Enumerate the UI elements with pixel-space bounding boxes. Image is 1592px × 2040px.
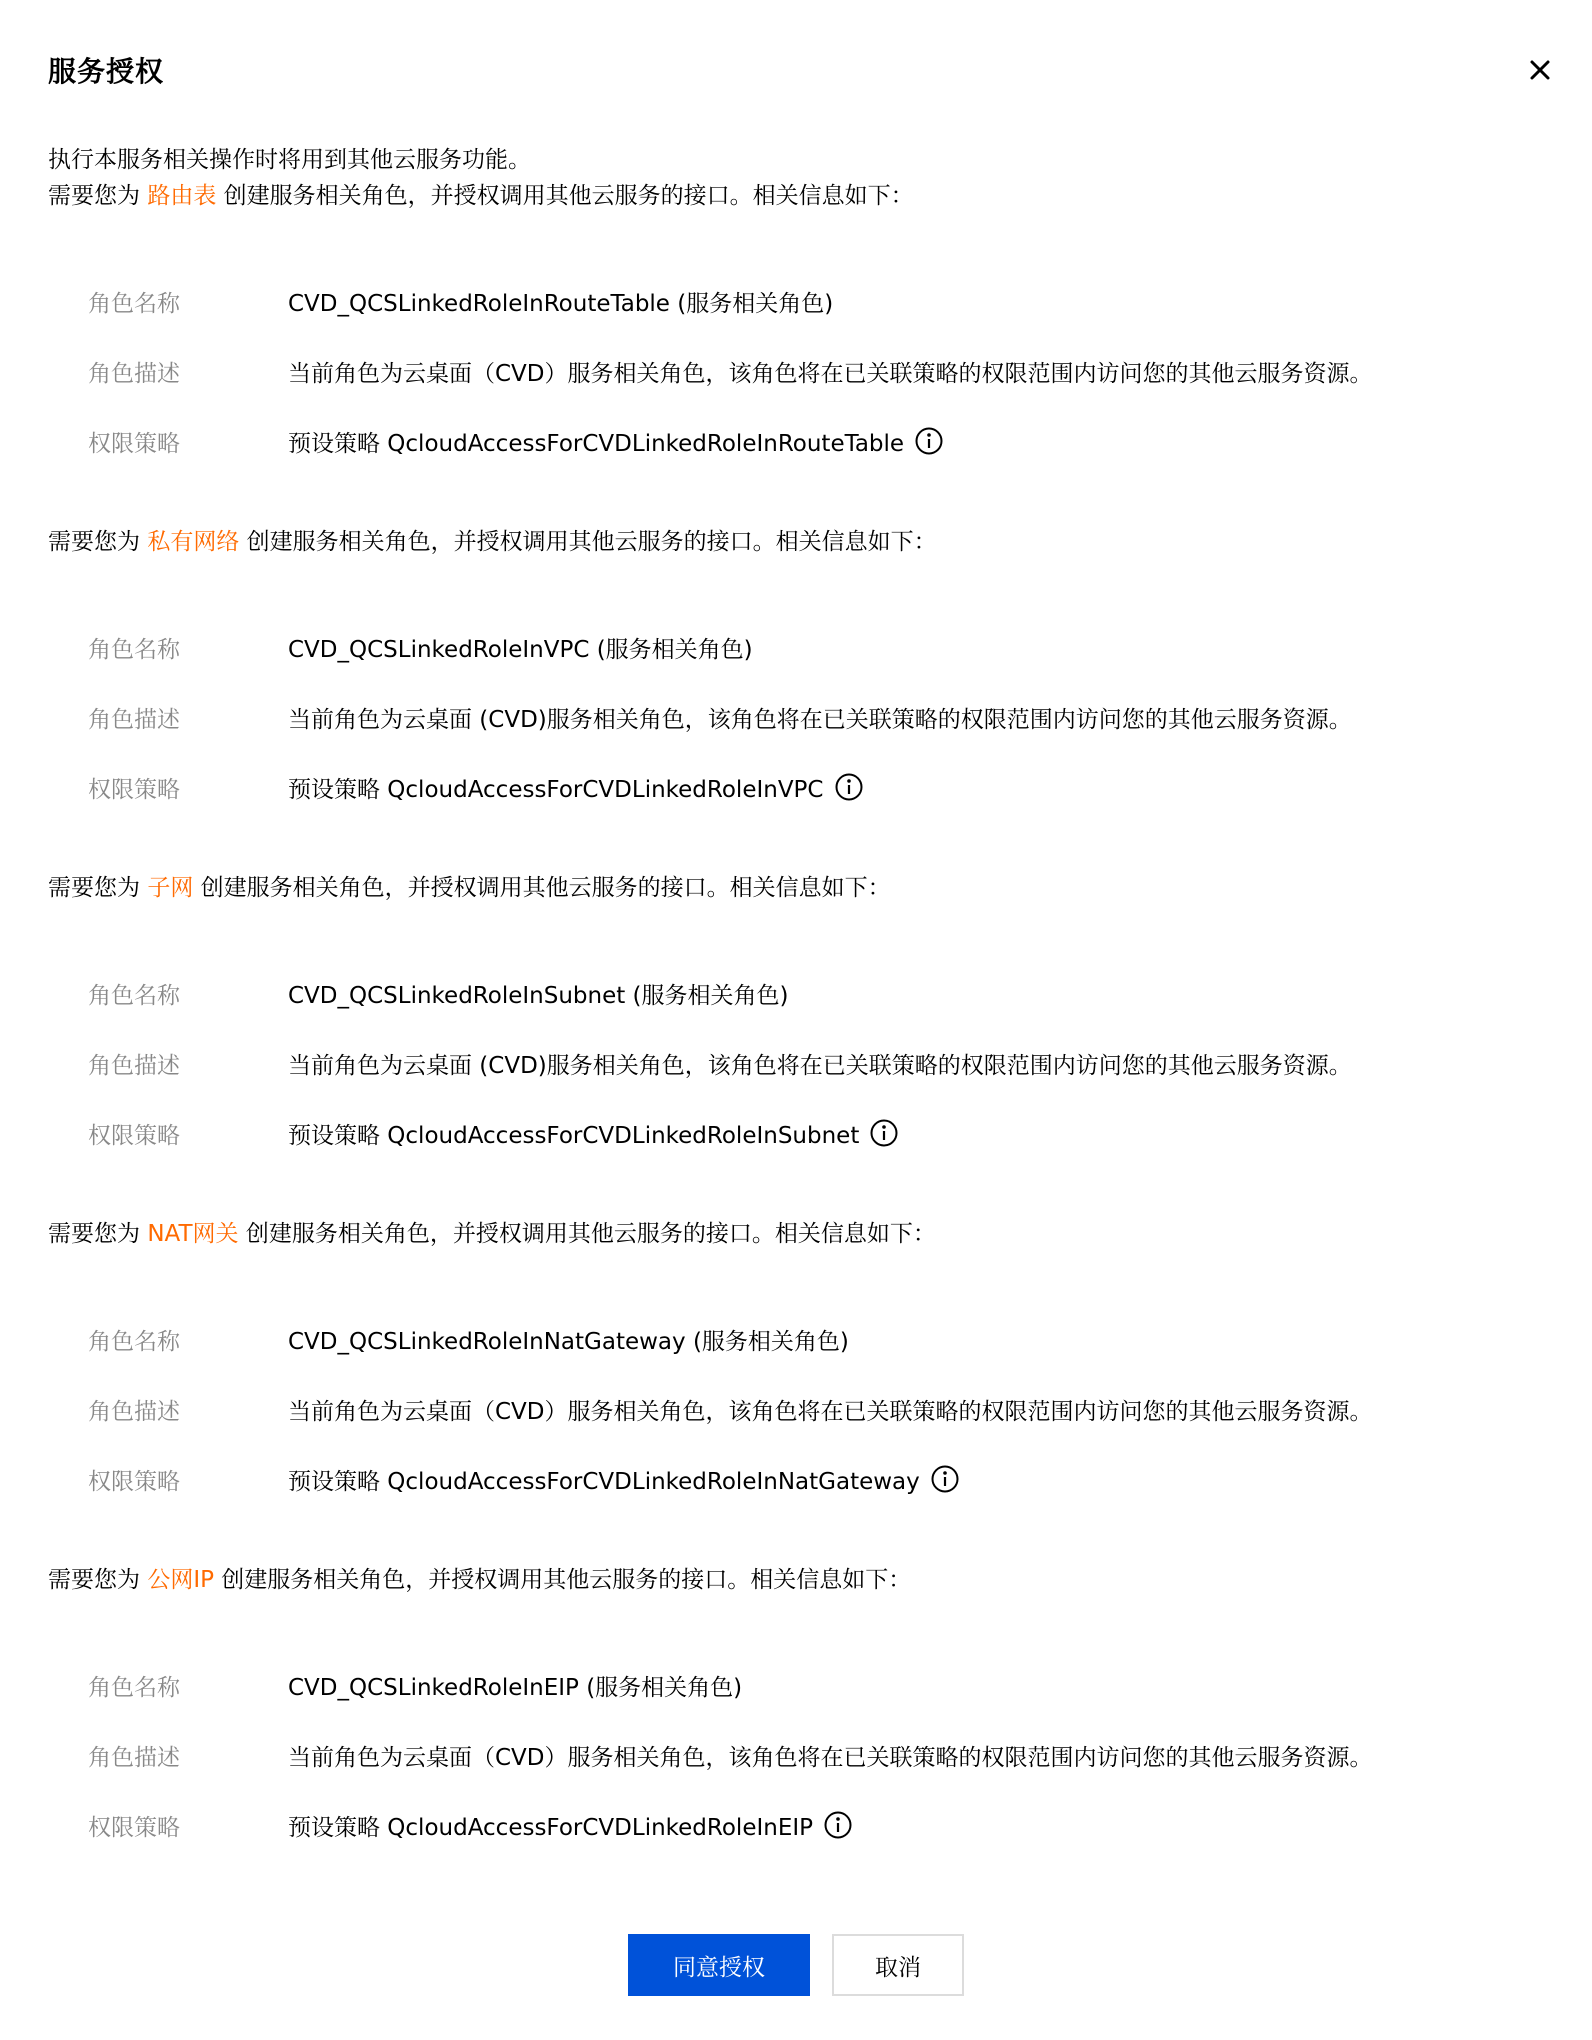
policy-row [88, 1790, 1528, 1860]
policy-row [88, 1098, 1528, 1168]
role-name-value: CVD_QCSLinkedRoleInRouteTable (服务相关角色) [288, 290, 834, 317]
need-line: 需要您为 NAT网关 创建服务相关角色，并授权调用其他云服务的接口。相关信息如下： [48, 1221, 936, 1247]
close-button[interactable] [1524, 54, 1556, 86]
role-name-label: 角色名称 [88, 636, 180, 663]
policy-text: 预设策略 QcloudAccessForCVDLinkedRoleInRouteTable [288, 430, 905, 457]
role-desc-label: 角色描述 [88, 360, 180, 387]
dialog-footer [0, 1934, 1592, 1996]
info-circle-icon[interactable] [823, 1810, 853, 1840]
policy-label: 权限策略 [88, 776, 180, 803]
role-desc-label: 角色描述 [88, 1398, 180, 1425]
role-desc-value: 当前角色为云桌面（CVD）服务相关角色，该角色将在已关联策略的权限范围内访问您的其他云服务资源。 [288, 360, 1373, 387]
section-vpc [48, 524, 1528, 822]
need-line: 需要您为 子网 创建服务相关角色，并授权调用其他云服务的接口。相关信息如下： [48, 875, 891, 901]
policy-text: 预设策略 QcloudAccessForCVDLinkedRoleInEIP [288, 1814, 814, 1841]
role-desc-label: 角色描述 [88, 706, 180, 733]
role-name-row [88, 1650, 1528, 1720]
intro-text: 执行本服务相关操作时将用到其他云服务功能。 [48, 147, 531, 173]
service-link-vpc[interactable]: 私有网络 [147, 529, 240, 555]
role-name-row [88, 266, 1528, 336]
service-link-eip[interactable]: 公网IP [147, 1567, 214, 1593]
role-info-table [88, 1304, 1528, 1514]
dialog-title: 服务授权 [48, 55, 165, 88]
role-name-value: CVD_QCSLinkedRoleInNatGateway (服务相关角色) [288, 1328, 849, 1355]
role-info-table [88, 612, 1528, 822]
role-info-table [88, 958, 1528, 1168]
info-circle-icon[interactable] [914, 426, 944, 456]
cancel-button[interactable]: 取消 [832, 1934, 964, 1996]
need-line: 需要您为 路由表 创建服务相关角色，并授权调用其他云服务的接口。相关信息如下： [48, 183, 914, 209]
role-name-value: CVD_QCSLinkedRoleInEIP (服务相关角色) [288, 1674, 743, 1701]
policy-text: 预设策略 QcloudAccessForCVDLinkedRoleInNatGateway [288, 1468, 920, 1495]
policy-value [288, 771, 864, 804]
role-desc-value: 当前角色为云桌面（CVD）服务相关角色，该角色将在已关联策略的权限范围内访问您的其他云服务资源。 [288, 1398, 1373, 1425]
role-info-table [88, 266, 1528, 476]
role-desc-row [88, 1720, 1528, 1790]
section-nat-gateway [48, 1216, 1528, 1514]
role-desc-label: 角色描述 [88, 1744, 180, 1771]
policy-row [88, 1444, 1528, 1514]
role-name-label: 角色名称 [88, 290, 180, 317]
role-name-label: 角色名称 [88, 982, 180, 1009]
need-line: 需要您为 私有网络 创建服务相关角色，并授权调用其他云服务的接口。相关信息如下： [48, 529, 937, 555]
service-link-nat-gateway[interactable]: NAT网关 [147, 1221, 239, 1247]
role-name-row [88, 1304, 1528, 1374]
policy-label: 权限策略 [88, 1468, 180, 1495]
role-desc-value: 当前角色为云桌面 (CVD)服务相关角色，该角色将在已关联策略的权限范围内访问您的其他云服务资源。 [288, 706, 1352, 733]
policy-value [288, 425, 944, 458]
service-link-route-table[interactable]: 路由表 [147, 183, 217, 209]
agree-authorize-button[interactable]: 同意授权 [628, 1934, 810, 1996]
role-desc-row [88, 682, 1528, 752]
role-name-label: 角色名称 [88, 1328, 180, 1355]
info-circle-icon[interactable] [869, 1118, 899, 1148]
policy-label: 权限策略 [88, 430, 180, 457]
role-desc-label: 角色描述 [88, 1052, 180, 1079]
role-desc-row [88, 336, 1528, 406]
role-name-row [88, 612, 1528, 682]
policy-label: 权限策略 [88, 1814, 180, 1841]
policy-value [288, 1809, 853, 1842]
policy-row [88, 752, 1528, 822]
role-name-value: CVD_QCSLinkedRoleInSubnet (服务相关角色) [288, 982, 789, 1009]
policy-text: 预设策略 QcloudAccessForCVDLinkedRoleInVPC [288, 776, 824, 803]
role-name-label: 角色名称 [88, 1674, 180, 1701]
role-desc-row [88, 1028, 1528, 1098]
policy-label: 权限策略 [88, 1122, 180, 1149]
need-line: 需要您为 公网IP 创建服务相关角色，并授权调用其他云服务的接口。相关信息如下： [48, 1567, 912, 1593]
close-icon [1524, 54, 1556, 86]
section-route-table [48, 178, 1528, 476]
section-subnet [48, 870, 1528, 1168]
policy-value [288, 1117, 899, 1150]
role-name-value: CVD_QCSLinkedRoleInVPC (服务相关角色) [288, 636, 753, 663]
policy-value [288, 1463, 960, 1496]
role-desc-value: 当前角色为云桌面（CVD）服务相关角色，该角色将在已关联策略的权限范围内访问您的其他云服务资源。 [288, 1744, 1373, 1771]
role-desc-row [88, 1374, 1528, 1444]
info-circle-icon[interactable] [930, 1464, 960, 1494]
service-link-subnet[interactable]: 子网 [147, 875, 194, 901]
role-name-row [88, 958, 1528, 1028]
role-desc-value: 当前角色为云桌面 (CVD)服务相关角色，该角色将在已关联策略的权限范围内访问您的其他云服务资源。 [288, 1052, 1352, 1079]
role-info-table [88, 1650, 1528, 1860]
policy-row [88, 406, 1528, 476]
info-circle-icon[interactable] [834, 772, 864, 802]
policy-text: 预设策略 QcloudAccessForCVDLinkedRoleInSubnet [288, 1122, 860, 1149]
section-eip [48, 1562, 1528, 1860]
